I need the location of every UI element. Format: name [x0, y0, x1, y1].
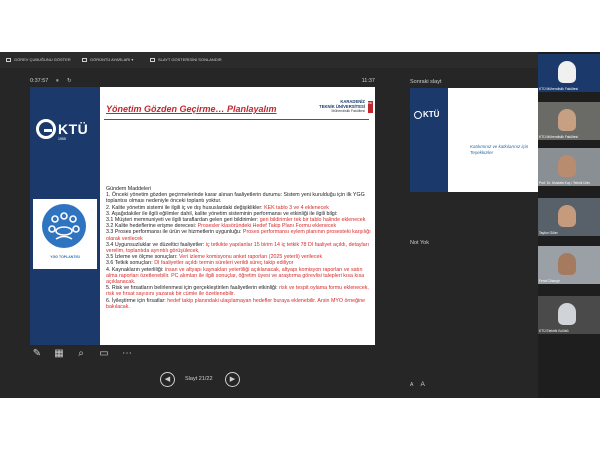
next-slide-preview[interactable]	[410, 88, 550, 192]
ktu-logo-text: KTÜ	[58, 121, 89, 137]
participant-name: Ferat Cihangir	[539, 279, 560, 283]
show-taskbar-label: GÖREV ÇUBUĞUNU GÖSTER	[14, 57, 71, 62]
ktu-emblem-icon	[36, 119, 56, 139]
participant-name: KTÜ Elektrik Kulübü	[539, 329, 569, 333]
ktu-logo	[36, 119, 91, 145]
agenda-text: 6. İyileştirme için fırsatlar:	[106, 297, 168, 304]
participant-video-icon	[558, 155, 576, 177]
notes-zoom-controls	[410, 381, 425, 388]
next-slide-ktu-logo	[414, 110, 439, 119]
slide-title: Yönetim Gözden Geçirme… Planlayalım	[106, 104, 277, 114]
mf-mark: MF	[368, 101, 373, 113]
university-logo	[319, 99, 365, 114]
elapsed-timer: 0:37:57	[30, 78, 49, 84]
ygg-meeting-image	[33, 199, 97, 269]
participant-tile[interactable]	[538, 148, 600, 186]
agenda-note-red: risk ve tespit oylama formu eklenecek, risk ve fırsat sayısını yazarak bir cümle ile özetlenebilir.	[106, 285, 369, 298]
presenter-tools	[28, 348, 148, 362]
next-slide-label: Sonraki slayt	[410, 79, 442, 85]
next-slide-text: Katılımınız ve katkılarınız için Teşekkürler	[470, 144, 529, 155]
decrease-text-button[interactable]: A	[410, 382, 414, 388]
next-slide-ktu-text: KTÜ	[423, 110, 440, 119]
agenda-text: Gündem Maddeleri	[106, 186, 152, 192]
pen-icon[interactable]: ✎	[32, 348, 42, 359]
participant-name: KTÜ Mühendislik Fakültesi	[539, 87, 579, 91]
university-line-2: TEKNİK ÜNİVERSİTESİ	[319, 104, 365, 109]
next-slide-button[interactable]: ▶	[225, 372, 240, 387]
screen-icon[interactable]: ▭	[99, 348, 109, 359]
agenda-note-red: Veri izleme komisyonu anket raporları (2025 yeterli) verilecek	[179, 254, 323, 261]
participant-video-icon	[558, 205, 576, 227]
display-settings-icon	[82, 58, 87, 62]
speaker-notes: Not Yok	[410, 240, 429, 246]
agenda-line	[106, 298, 371, 310]
increase-text-button[interactable]: A	[420, 381, 425, 388]
participants-video-strip	[538, 52, 600, 398]
agenda-text: 1. Önceki yönetim gözden geçirmelerinde karar alınan faaliyetlerin durumu: Sistem yeni kurulduğu için ilk YGG toplantısı olması nedeniyle önceki toplantı yoktur.	[106, 192, 365, 205]
slide-navigation	[160, 372, 250, 388]
agenda-note-red: Proses performansı eylem planının prosesteki karşılığı olarak verilecek	[106, 229, 371, 242]
agenda-line	[106, 267, 371, 286]
participant-tile[interactable]	[538, 54, 600, 92]
pause-timer-button[interactable]: ⏸	[56, 78, 59, 84]
end-slideshow-label: SLAYT GÖSTERİSİNİ SONLANDIR	[158, 57, 222, 62]
monitor-icon	[6, 58, 11, 62]
agenda-text: 3.2 Kalite hedeflerine erişme derecesi:	[106, 223, 198, 230]
agenda-text: 3.5 İzleme ve ölçme sonuçları:	[106, 254, 180, 261]
slide-agenda-text	[106, 186, 371, 310]
university-line-1: KARADENİZ	[340, 99, 365, 104]
ktu-logo-year: 1955	[58, 137, 66, 141]
agenda-text: 3. Aşağıdakiler ile ilgili eğilimler dahil, kalite yönetim sisteminin performansı ve etkinliği ile ilgili bilgi:	[106, 210, 338, 217]
agenda-text: 3.4 Uygunsuzluklar ve düzeltici faaliyetler:	[106, 241, 206, 248]
agenda-line	[106, 192, 371, 204]
agenda-note-red: DI faaliyetler açıldı termin süreleri verildi süreç takip ediliyor	[154, 260, 294, 267]
meeting-people-icon	[42, 204, 86, 248]
agenda-text: 4. Kaynakların yeterliliği:	[106, 266, 165, 273]
end-slideshow-button[interactable]	[150, 57, 222, 62]
all-slides-icon[interactable]: ▦	[54, 348, 64, 359]
agenda-text: 3.1 Müşteri memnuniyeti ve ilgili taraflardan gelen geri bildirimler:	[106, 217, 260, 224]
agenda-text: 3.6 Tetkik sonuçları:	[106, 260, 155, 267]
agenda-text: 3.3 Proses performansı ile ürün ve hizmetlerin uygunluğu:	[106, 229, 243, 236]
participant-tile[interactable]	[538, 296, 600, 334]
participant-tile[interactable]	[538, 246, 600, 284]
agenda-line	[106, 229, 371, 241]
agenda-note-red: KEK tablo 3 ve 4 eklenecek	[264, 204, 329, 211]
agenda-line	[106, 242, 371, 254]
participant-name: Prof. Dr. Mustafa Koç / Teknik Üniv.	[539, 181, 591, 185]
current-slide[interactable]	[30, 87, 375, 345]
slide-counter: Slayt 21/22	[185, 376, 213, 382]
participant-video-icon	[558, 109, 576, 131]
agenda-text: 2. Kalite yönetim sistemi ile ilgili iç ve dış hususlardaki değişiklikler:	[106, 204, 265, 211]
agenda-note-red: Prosesler klasöründeki Hedef Takip Planı Formu eklenecek	[197, 223, 337, 230]
current-time: 11:37	[361, 78, 375, 84]
faculty-line: Mühendislik Fakültesi	[331, 109, 365, 113]
display-settings-label: GÖRÜNTÜ AYARLARI ▾	[90, 57, 134, 62]
presenter-view	[0, 52, 600, 398]
agenda-line	[106, 285, 371, 297]
title-divider	[104, 119, 369, 120]
reset-timer-button[interactable]: ↻	[67, 78, 72, 84]
participant-tile[interactable]	[538, 102, 600, 140]
show-taskbar-button[interactable]	[6, 57, 71, 62]
end-show-icon	[150, 58, 155, 62]
participant-name: KTÜ Mühendislik Fakültesi	[539, 135, 579, 139]
more-options-icon[interactable]: ⋯	[122, 348, 132, 359]
previous-slide-button[interactable]: ◀	[160, 372, 175, 387]
zoom-icon[interactable]: ⌕	[78, 348, 84, 359]
next-slide-blue-band	[410, 88, 448, 192]
agenda-note-red: geri bildirimler tek bir tablo halinde eklenecek	[259, 217, 366, 224]
ygg-caption: YGG TOPLANTISI	[50, 255, 80, 259]
participant-video-icon	[558, 303, 576, 325]
participant-video-icon	[558, 61, 576, 83]
ktu-emblem-icon	[414, 111, 422, 119]
agenda-note-red: insan ve altyapı kaynakları yeterliliği açıklanacak, altyapı komisyon raporları ve satın alma raporları özetlenebilir. PC alımları ile ilgili sonuçlar, öğretim üyesi ve araştırma görevlisi talepleri kısa kısa açıklanacak.	[106, 266, 365, 286]
agenda-note-red: iç tetkikte yapılanlar 15 birim 14 iç tetkik 78 DI faaliyet açıldı, detayları verelim, toplantıda ayrıntılı görüşülecek,	[106, 241, 369, 255]
presenter-toolbar	[0, 52, 600, 68]
participant-tile[interactable]	[538, 198, 600, 236]
agenda-note-red: hedef takip planındaki ulaşılamayan hedefler buraya eklenebilir. Arsin MYO örneğine bakılacak.	[106, 297, 366, 310]
agenda-text: 5. Risk ve fırsatların belirlenmesi için gerçekleştirilen faaliyetlerin etkinliği:	[106, 285, 280, 292]
display-settings-button[interactable]	[82, 57, 133, 62]
participant-name: Tayfun Güler	[539, 231, 558, 235]
participant-video-icon	[558, 253, 576, 275]
timer-row	[30, 78, 375, 86]
